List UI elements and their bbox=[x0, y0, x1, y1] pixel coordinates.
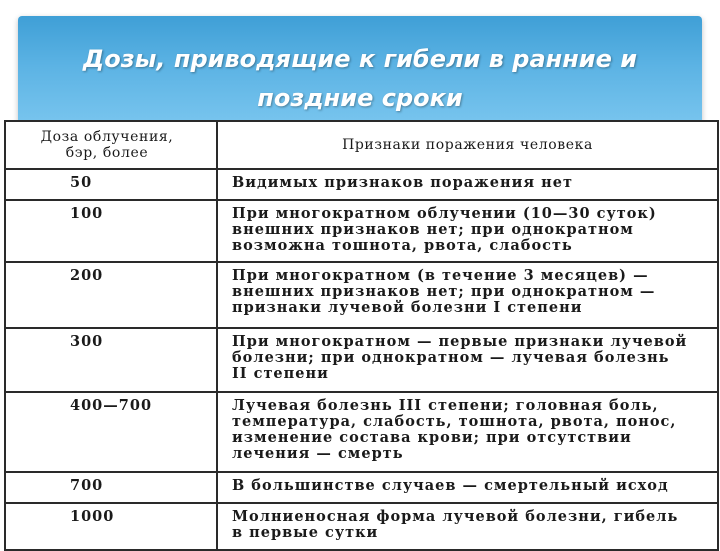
dose-cell: 200 bbox=[5, 262, 217, 328]
dose-cell: 100 bbox=[5, 200, 217, 262]
dose-cell: 300 bbox=[5, 328, 217, 392]
dose-cell: 400—700 bbox=[5, 392, 217, 472]
signs-cell bbox=[217, 392, 718, 472]
table-row bbox=[5, 262, 718, 328]
signs-line: Молниеносная форма лучевой болезни, гибель bbox=[232, 508, 679, 525]
signs-cell bbox=[217, 200, 718, 262]
signs-line: внешних признаков нет; при однократном — bbox=[232, 283, 656, 300]
signs-line: Лучевая болезнь III степени; головная боль, bbox=[232, 397, 659, 414]
signs-line: изменение состава крови; при отсутствии bbox=[232, 429, 632, 446]
page-title bbox=[18, 40, 702, 118]
signs-line: признаки лучевой болезни I степени bbox=[232, 299, 583, 316]
dose-header-line: бэр, более bbox=[65, 145, 149, 161]
title-banner bbox=[18, 16, 702, 128]
dose-effects-table bbox=[4, 120, 719, 551]
signs-line: II степени bbox=[232, 365, 329, 382]
dose-table-container bbox=[4, 120, 717, 541]
table-row bbox=[5, 328, 718, 392]
table-row bbox=[5, 472, 718, 503]
dose-cell: 700 bbox=[5, 472, 217, 503]
signs-line: внешних признаков нет; при однократном bbox=[232, 221, 634, 238]
table-row bbox=[5, 503, 718, 550]
signs-cell bbox=[217, 169, 718, 200]
signs-line: При многократном (в течение 3 месяцев) — bbox=[232, 267, 649, 284]
table-header-row bbox=[5, 121, 718, 169]
table-row bbox=[5, 169, 718, 200]
title-line-1: Дозы, приводящие к гибели в ранние и bbox=[82, 45, 638, 73]
signs-line: В большинстве случаев — смертельный исход bbox=[232, 477, 669, 494]
signs-line: температура, слабость, тошнота, рвота, понос, bbox=[232, 413, 677, 430]
signs-line: Видимых признаков поражения нет bbox=[232, 174, 573, 191]
signs-line: лечения — смерть bbox=[232, 445, 404, 462]
dose-cell: 1000 bbox=[5, 503, 217, 550]
signs-line: болезни; при однократном — лучевая болезнь bbox=[232, 349, 670, 366]
dose-column-header bbox=[5, 121, 217, 169]
signs-cell bbox=[217, 472, 718, 503]
signs-line: При многократном — первые признаки лучевой bbox=[232, 333, 688, 350]
signs-column-header: Признаки поражения человека bbox=[217, 121, 718, 169]
signs-line: в первые сутки bbox=[232, 524, 379, 541]
title-line-2: поздние сроки bbox=[257, 84, 463, 112]
signs-line: возможна тошнота, рвота, слабость bbox=[232, 237, 573, 254]
signs-cell bbox=[217, 503, 718, 550]
dose-header-line: Доза облучения, bbox=[40, 129, 174, 145]
signs-cell bbox=[217, 328, 718, 392]
dose-cell: 50 bbox=[5, 169, 217, 200]
table-row bbox=[5, 200, 718, 262]
signs-cell bbox=[217, 262, 718, 328]
table-row bbox=[5, 392, 718, 472]
signs-line: При многократном облучении (10—30 суток) bbox=[232, 205, 657, 222]
